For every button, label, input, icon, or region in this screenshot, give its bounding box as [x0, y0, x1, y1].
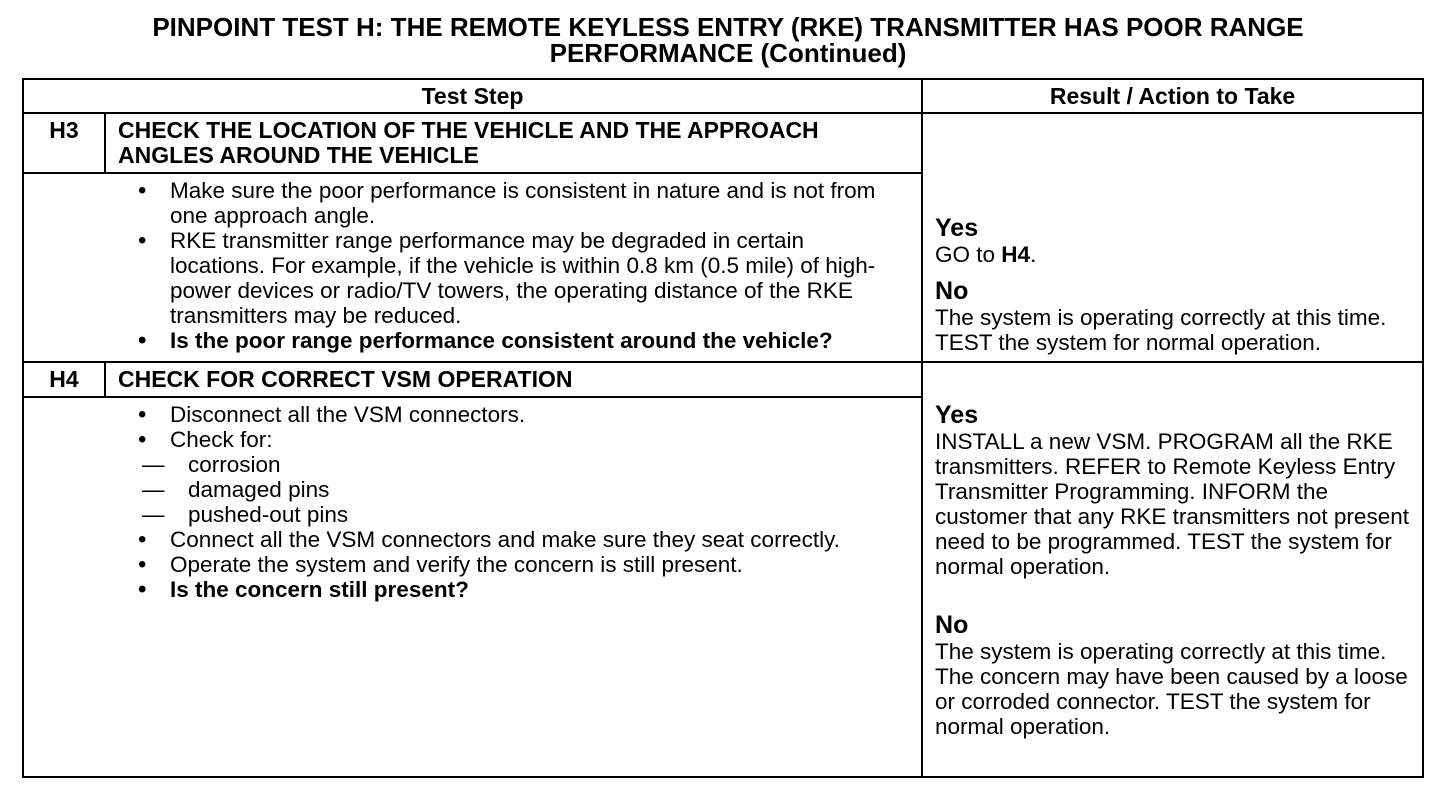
- step-h4-heading: CHECK FOR CORRECT VSM OPERATION: [105, 362, 922, 397]
- check-item: — pushed-out pins: [138, 502, 891, 527]
- list-item: • Check for: — corrosion — damaged pins — pushed-out pins: [138, 427, 891, 527]
- table-header-row: [23, 79, 1423, 113]
- page-title: [0, 14, 1456, 66]
- step-h3-result: [922, 113, 1423, 362]
- check-item: — damaged pins: [138, 477, 891, 502]
- step-h3-body: [23, 173, 922, 362]
- step-h3-yes-label: Yes: [935, 214, 979, 242]
- step-h3-head-row: [23, 113, 1423, 173]
- step-h3-yes-text: GO to H4.: [935, 242, 1037, 267]
- step-h4-question: • Is the concern still present?: [138, 577, 891, 602]
- step-h4-result: [922, 362, 1423, 777]
- step-h4-no-text: The system is operating correctly at this time. The concern may have been caused by a loose or corroded connector. TEST the system for normal operation.: [935, 639, 1408, 739]
- step-h3-yes-link: H4: [1001, 242, 1031, 267]
- check-item: — corrosion: [138, 452, 891, 477]
- step-h4-yes-text: INSTALL a new VSM. PROGRAM all the RKE transmitters. REFER to Remote Keyless Entry Transmitter Programming. INFORM the customer that any RKE transmitters not present need to be programmed. TEST the system for normal operation.: [935, 429, 1409, 579]
- step-h4-body: [23, 397, 922, 777]
- title-line-1: PINPOINT TEST H: THE REMOTE KEYLESS ENTRY (RKE) TRANSMITTER HAS POOR RANGE: [152, 12, 1304, 42]
- check-for-list: [170, 452, 891, 527]
- list-item: • Make sure the poor performance is consistent in nature and is not from one approach angle.: [138, 178, 891, 228]
- step-h4-head-row: [23, 362, 1423, 397]
- step-h4-no-label: No: [935, 611, 969, 639]
- step-h3-no-label: No: [935, 277, 969, 305]
- test-step-header: Test Step: [23, 79, 922, 113]
- step-h3-heading: CHECK THE LOCATION OF THE VEHICLE AND THE APPROACH ANGLES AROUND THE VEHICLE: [105, 113, 922, 173]
- list-item: • RKE transmitter range performance may be degraded in certain locations. For example, if the vehicle is within 0.8 km (0.5 mile) of high-power devices or radio/TV towers, the operating distance of the RKE transmitters may be reduced.: [138, 228, 891, 328]
- step-h4-id: H4: [23, 362, 105, 397]
- list-item: • Disconnect all the VSM connectors.: [138, 402, 891, 427]
- title-line-2: PERFORMANCE (Continued): [549, 38, 907, 68]
- pinpoint-test-table: [22, 78, 1424, 778]
- step-h3-id: H3: [23, 113, 105, 173]
- result-header: Result / Action to Take: [922, 79, 1423, 113]
- list-item: • Connect all the VSM connectors and make sure they seat correctly.: [138, 527, 891, 552]
- step-h4-yes-label: Yes: [935, 401, 979, 429]
- list-item: • Operate the system and verify the concern is still present.: [138, 552, 891, 577]
- step-h3-no-text: The system is operating correctly at this time. TEST the system for normal operation.: [935, 305, 1387, 355]
- step-h3-question: • Is the poor range performance consistent around the vehicle?: [138, 328, 891, 353]
